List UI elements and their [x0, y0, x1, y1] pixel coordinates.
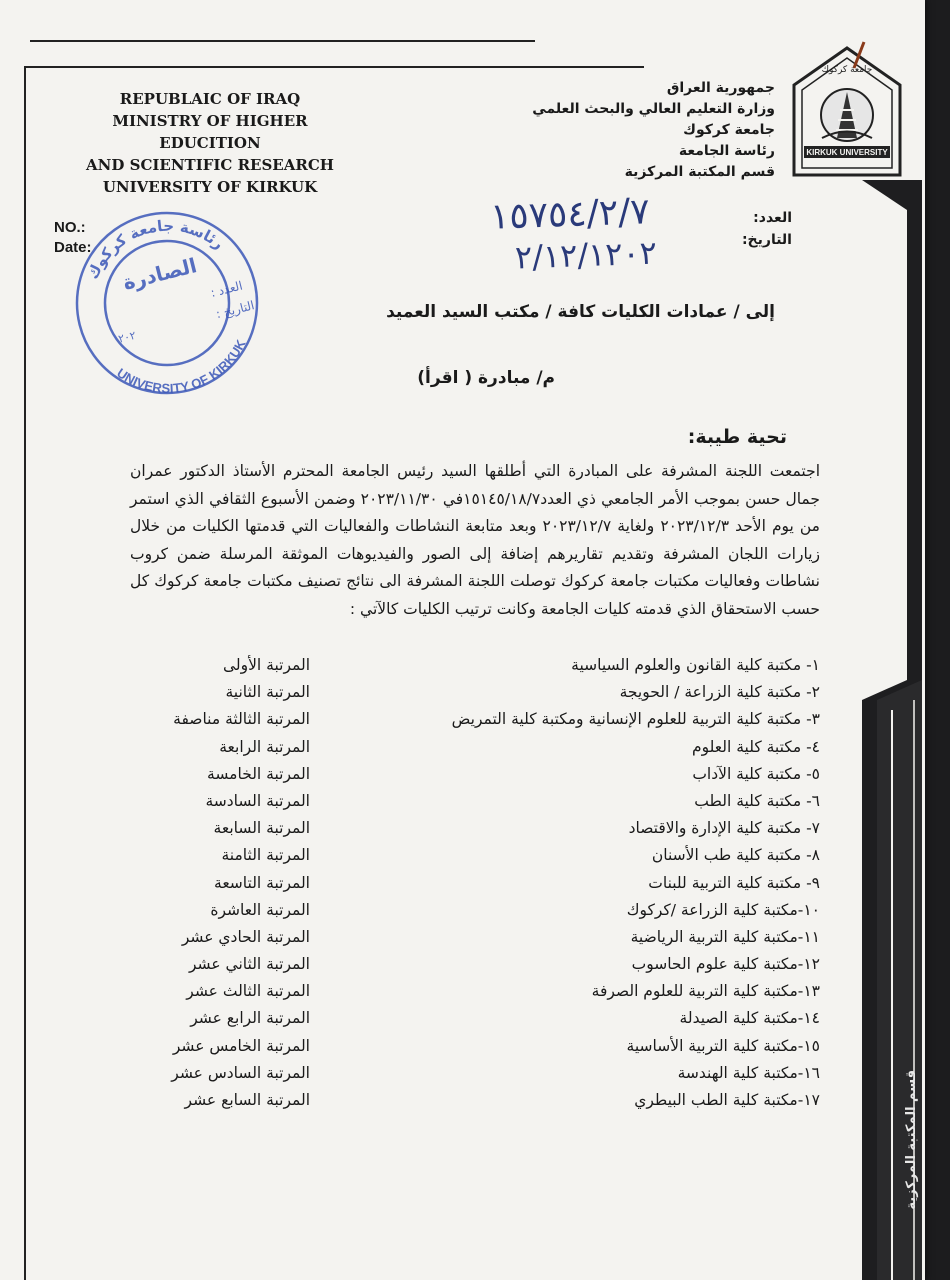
handwritten-number: ١٥٧٥٤/٢/٧: [489, 191, 651, 238]
ar-header-line: وزارة التعليم العالي والبحث العلمي: [532, 101, 775, 117]
ranking-row: [150, 1033, 820, 1060]
stamp-ring-top: رئاسة جامعة كركوك: [83, 216, 228, 282]
ranking-position: المرتبة السادسة: [205, 791, 310, 810]
stamp-number-label: العدد :: [209, 278, 244, 300]
ranking-row: [150, 815, 820, 842]
subject-line: م/ مبادرة ( اقرأ): [417, 368, 555, 388]
ranking-row: [150, 897, 820, 924]
ref-labels-ar: [742, 207, 792, 251]
stamp-center: الصادرة: [120, 253, 200, 295]
ranking-row: [150, 652, 820, 679]
ranking-library: ٣- مكتبة كلية التربية للعلوم الإنسانية ومكتبة كلية التمريض: [451, 710, 820, 729]
ranking-position: المرتبة السابعة: [213, 819, 310, 838]
ranking-library: ٨- مكتبة كلية طب الأسنان: [651, 846, 820, 865]
ar-header-line: رئاسة الجامعة: [678, 143, 775, 159]
ranking-row: [150, 734, 820, 761]
top-rule: [30, 40, 535, 42]
ranking-library: ٦- مكتبة كلية الطب: [694, 791, 820, 810]
frame-left-rule: [24, 66, 26, 1280]
stamp-year: ٢٠٢: [116, 328, 138, 346]
ranking-row: [150, 1005, 820, 1032]
ranking-row: [150, 679, 820, 706]
date-label: Date:: [54, 239, 92, 256]
en-header-line: REPUBLAIC OF IRAQ: [119, 90, 301, 108]
ranking-position: المرتبة الثانية: [225, 683, 310, 702]
ar-header-line: جمهورية العراق: [666, 80, 775, 96]
en-header-line: EDUCITION: [159, 134, 261, 152]
no-label: NO.:: [54, 219, 86, 236]
ranking-library: ١- مكتبة كلية القانون والعلوم السياسية: [571, 656, 820, 674]
ranking-row: [150, 924, 820, 951]
ar-header-line: قسم المكتبة المركزية: [624, 164, 775, 180]
ranking-row: [150, 951, 820, 978]
letter-body: [130, 458, 820, 623]
ranking-position: المرتبة الثاني عشر: [189, 955, 310, 974]
ranking-position: المرتبة الخامس عشر: [172, 1036, 310, 1055]
ranking-library: ١٥-مكتبة كلية التربية الأساسية: [626, 1036, 820, 1055]
handwritten-date: ٢/١٢/١٢٠٢: [514, 233, 658, 277]
english-letterhead: [60, 88, 360, 198]
ranking-row: [150, 978, 820, 1005]
greeting: تحية طيبة:: [687, 426, 787, 448]
ranking-row: [150, 706, 820, 733]
ranking-position: المرتبة العاشرة: [210, 900, 310, 919]
date-label-ar: التاريخ:: [741, 232, 792, 248]
en-header-line: AND SCIENTIFIC RESEARCH: [86, 156, 334, 174]
ranking-library: ٩- مكتبة كلية التربية للبنات: [648, 873, 820, 892]
frame-top-rule: [24, 66, 644, 68]
ranking-library: ٢- مكتبة كلية الزراعة / الحويجة: [619, 683, 820, 702]
ranking-library: ١٣-مكتبة كلية التربية للعلوم الصرفة: [591, 982, 820, 1001]
ranking-position: المرتبة الأولى: [222, 656, 310, 674]
stamp-date-label: التاريخ :: [214, 298, 256, 322]
ranking-library: ١٢-مكتبة كلية علوم الحاسوب: [631, 955, 820, 974]
ranking-position: المرتبة الرابع عشر: [190, 1009, 310, 1028]
ranking-position: المرتبة السادس عشر: [171, 1063, 310, 1082]
ranking-row: [150, 761, 820, 788]
side-band-text: قسم المكتبة المركزية: [904, 1070, 919, 1210]
ranking-library: ٤- مكتبة كلية العلوم: [692, 737, 820, 756]
number-label-ar: العدد:: [753, 210, 792, 226]
ranking-position: المرتبة الثالث عشر: [186, 982, 310, 1001]
logo-arabic-text: جامعة كركوك: [821, 65, 873, 75]
en-header-line: MINISTRY OF HIGHER: [112, 112, 308, 130]
ranking-position: المرتبة الرابعة: [219, 737, 310, 756]
logo-english-text: KIRKUK UNIVERSITY: [806, 148, 888, 157]
ranking-library: ١١-مكتبة كلية التربية الرياضية: [630, 927, 820, 946]
addressee: إلى / عمادات الكليات كافة / مكتب السيد العميد: [386, 302, 775, 322]
ranking-row: [150, 788, 820, 815]
ar-header-line: جامعة كركوك: [683, 122, 775, 138]
ranking-library: ١٠-مكتبة كلية الزراعة /كركوك: [626, 900, 820, 919]
ranking-row: [150, 1087, 820, 1114]
ranking-row: [150, 870, 820, 897]
stamp-ring-bottom: UNIVERSITY OF KIRKUK: [114, 337, 249, 396]
ranking-library: ١٤-مكتبة كلية الصيدلة: [679, 1009, 820, 1028]
ranking-position: المرتبة الثالثة مناصفة: [173, 710, 310, 729]
university-logo: [782, 40, 912, 180]
ranking-row: [150, 842, 820, 869]
ranking-position: المرتبة الحادي عشر: [181, 927, 310, 946]
issued-stamp: [62, 208, 272, 398]
ranking-library: ١٧-مكتبة كلية الطب البيطري: [634, 1091, 820, 1109]
body-paragraph: اجتمعت اللجنة المشرفة على المبادرة التي أطلقها السيد رئيس الجامعة المحترم الأستاذ الدكتور عمران جمال حسن بموجب الأمر الجامعي ذي العدد١٥١٤٥/١٨/٧في ٢٠٢٣/١١/٣٠ وضمن الأسبوع الثقافي الذي استمر من يوم الأحد ٢٠٢٣/١٢/٣ ولغاية ٢٠٢٣/١٢/٧ وبعد متابعة النشاطات والفعاليات التي قدمتها الكليات من خلال زيارات اللجان المشرفة وتقديم تقاريرهم إضافة إلى الصور والفيديوهات الموثقة المرسلة ضمن كروب نشاطات وفعاليات مكتبات جامعة كركوك توصلت اللجنة المشرفة الى نتائج تصنيف مكتبات جامعة كركوك كل حسب الاستحقاق الذي قدمته كليات الجامعة وكانت ترتيب الكليات كالآتي :: [130, 462, 820, 618]
ranking-library: ٥- مكتبة كلية الآداب: [692, 764, 820, 783]
ranking-position: المرتبة الثامنة: [221, 846, 310, 865]
arabic-letterhead: [515, 78, 775, 183]
rankings-list: [150, 652, 820, 1114]
en-header-line: UNIVERSITY OF KIRKUK: [102, 178, 318, 196]
ranking-position: المرتبة السابع عشر: [184, 1091, 310, 1109]
ranking-row: [150, 1060, 820, 1087]
ranking-library: ٧- مكتبة كلية الإدارة والاقتصاد: [628, 819, 820, 838]
ranking-library: ١٦-مكتبة كلية الهندسة: [677, 1063, 820, 1082]
ranking-position: المرتبة التاسعة: [214, 873, 310, 892]
ranking-position: المرتبة الخامسة: [207, 764, 310, 783]
